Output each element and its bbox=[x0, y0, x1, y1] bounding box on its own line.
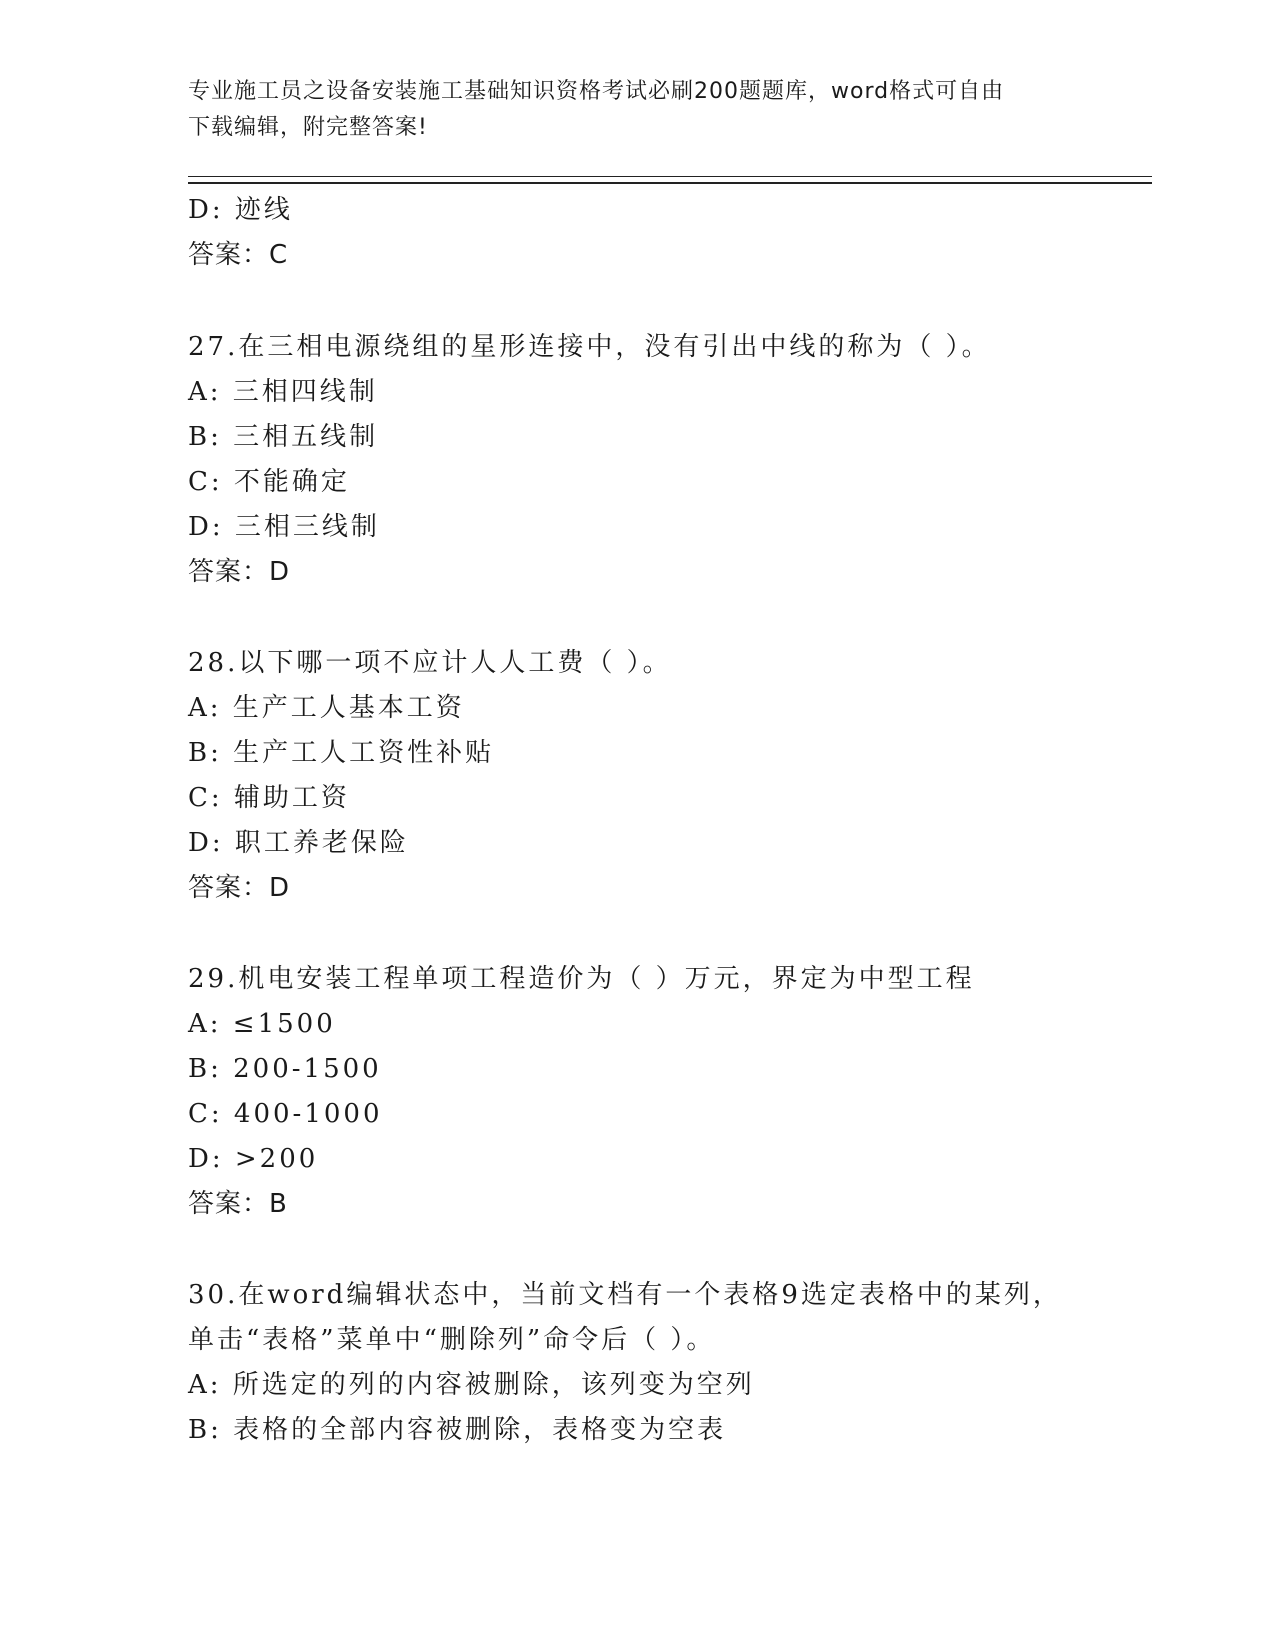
q28-question: 28.以下哪一项不应计人人工费（ ）。 bbox=[188, 648, 672, 678]
q30-option-b: B: 表格的全部内容被删除，表格变为空表 bbox=[188, 1415, 727, 1445]
q29-answer: 答案：B bbox=[188, 1189, 288, 1219]
q29-option-d: D: >200 bbox=[188, 1144, 319, 1174]
q30-option-a: A: 所选定的列的内容被删除，该列变为空列 bbox=[188, 1370, 755, 1400]
q27-question: 27.在三相电源绕组的星形连接中，没有引出中线的称为（ ）。 bbox=[188, 332, 991, 362]
q28-option-d: D: 职工养老保险 bbox=[188, 828, 409, 858]
header-title-line1: 专业施工员之设备安装施工基础知识资格考试必刷200题题库，word格式可自由 bbox=[188, 79, 1005, 104]
header-divider-thin bbox=[188, 176, 1152, 177]
q27-option-a: A: 三相四线制 bbox=[188, 377, 378, 407]
q28-option-c: C: 辅助工资 bbox=[188, 783, 350, 813]
q29-option-c: C: 400-1000 bbox=[188, 1099, 383, 1129]
q27-option-d: D: 三相三线制 bbox=[188, 512, 380, 542]
q29-option-b: B: 200-1500 bbox=[188, 1054, 382, 1084]
q29-question: 29.机电安装工程单项工程造价为（ ）万元，界定为中型工程 bbox=[188, 964, 975, 994]
prev-answer: 答案：C bbox=[188, 240, 289, 270]
q28-answer: 答案：D bbox=[188, 873, 291, 903]
header-title-line2: 下载编辑，附完整答案! bbox=[188, 115, 428, 140]
q30-question-line1: 30.在word编辑状态中，当前文档有一个表格9选定表格中的某列， bbox=[188, 1280, 1062, 1310]
prev-option-d: D: 迹线 bbox=[188, 195, 293, 225]
q27-option-b: B: 三相五线制 bbox=[188, 422, 379, 452]
q27-option-c: C: 不能确定 bbox=[188, 467, 350, 497]
q28-option-a: A: 生产工人基本工资 bbox=[188, 693, 465, 723]
document-header bbox=[188, 74, 1068, 146]
q30-question-line2: 单击“表格”菜单中“删除列”命令后（ ）。 bbox=[188, 1325, 716, 1355]
q29-option-a: A: ≤1500 bbox=[188, 1009, 336, 1039]
q27-answer: 答案：D bbox=[188, 557, 291, 587]
q28-option-b: B: 生产工人工资性补贴 bbox=[188, 738, 495, 768]
header-divider-thick bbox=[188, 182, 1152, 184]
